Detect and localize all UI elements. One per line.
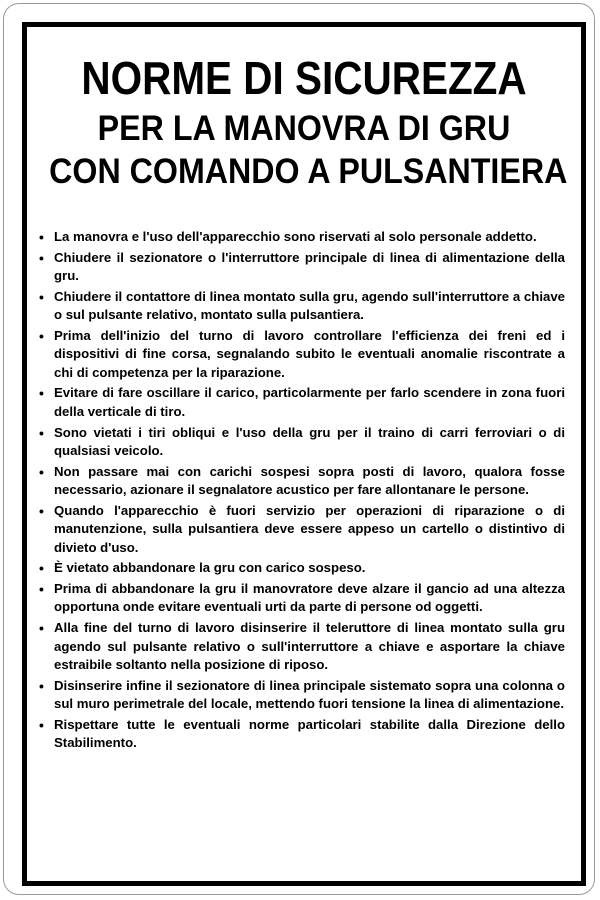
title-line-2: PER LA MANOVRA DI GRU [97,109,511,148]
sign-heading [27,52,581,191]
rule-item [39,327,565,382]
bullet-icon: • [39,327,44,344]
bullet-icon: • [39,229,44,245]
bullet-icon: • [39,677,44,694]
sign-panel [3,3,595,895]
rules-list [39,228,565,755]
rule-item [39,288,565,325]
bullet-icon: • [39,502,44,519]
bullet-icon: • [39,424,44,441]
rule-text: Rispettare tutte le eventuali norme particolari stabilite dalla Direzione dello Stabilimento. [54,716,565,751]
rule-text: Chiudere il contattore di linea montato sulla gru, agendo sull'interruttore a chiave o sul pulsante relativo, montato sulla pulsantiera. [54,288,565,323]
title-line-3: CON COMANDO A PULSANTIERA [49,152,568,191]
bullet-icon: • [39,385,44,402]
rule-text: Alla fine del turno di lavoro disinserire il teleruttore di linea montato sulla gru agendo sul pulsante relativo o sull'interruttore a chiave e asportare la chiave estraibile soltanto nella posizione di riposo. [54,620,565,672]
rule-item [39,384,565,421]
rule-text: Disinserire infine il sezionatore di linea principale sistemato sopra una colonna o sul muro perimetrale del locale, mettendo fuori tensione la linea di alimentazione. [54,677,565,712]
bullet-icon: • [39,716,44,733]
rule-text: Sono vietati i tiri obliqui e l'uso della gru per il traino di carri ferroviari o di qualsiasi veicolo. [54,424,565,458]
rule-item [39,463,565,500]
rule-text: Prima dell'inizio del turno di lavoro controllare l'efficienza dei freni ed i dispositivi di fine corsa, segnalando subito le eventuali anomalie riscontrate a chi di competenza per la riparazione. [54,327,565,380]
rule-item [39,559,565,577]
rule-text: La manovra e l'uso dell'apparecchio sono riservati al solo personale addetto. [54,229,537,244]
bullet-icon: • [39,249,44,266]
rule-item [39,716,565,753]
rule-text: Non passare mai con carichi sospesi sopra posti di lavoro, qualora fosse necessario, azionare il segnalatore acustico per fare allontanare le persone. [54,463,565,498]
bullet-icon: • [39,560,44,577]
rule-item [39,580,565,617]
bullet-icon: • [39,620,44,637]
rule-text: Quando l'apparecchio è fuori servizio per operazioni di riparazione o di manutenzione, sulla pulsantiera deve essere appeso un cartello o distintivo di divieto d'uso. [54,502,565,555]
rule-text: Chiudere il sezionatore o l'interruttore principale di linea di alimentazione della gru. [54,249,565,284]
rule-item [39,228,565,246]
bullet-icon: • [39,288,44,305]
rule-item [39,249,565,286]
rule-item [39,619,565,674]
rule-text: Prima di abbandonare la gru il manovratore deve alzare il gancio ad una altezza opportuna onde evitare eventuali urti da parte di persone od oggetti. [54,580,565,615]
rule-item [39,424,565,461]
rule-text: È vietato abbandonare la gru con carico sospeso. [54,560,366,576]
title-line-1: NORME DI SICUREZZA [81,52,527,104]
rule-item [39,677,565,714]
bullet-icon: • [39,463,44,480]
rule-item [39,502,565,557]
rule-text: Evitare di fare oscillare il carico, particolarmente per farlo scendere in zona fuori della verticale di tiro. [54,385,565,419]
sign-frame [22,22,586,886]
bullet-icon: • [39,580,44,597]
